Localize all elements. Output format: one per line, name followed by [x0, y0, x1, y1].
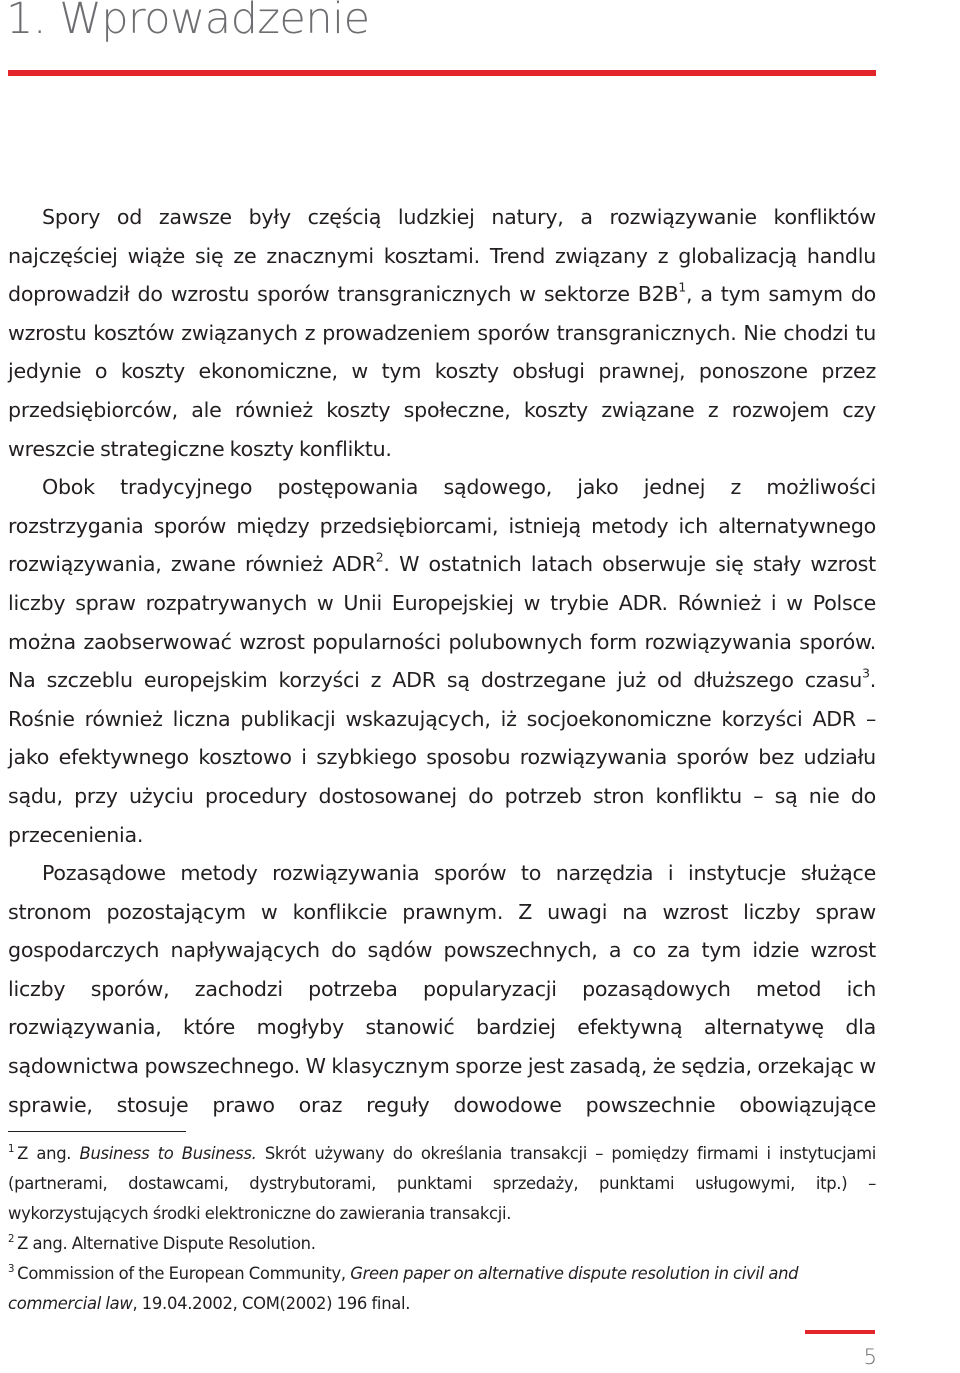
footnote-number: 3 [8, 1263, 15, 1275]
page-number: 5 [863, 1345, 877, 1369]
footnote-ref-3[interactable]: 3 [862, 666, 870, 681]
footnote-2: $^2$ Z ang. Alternative Dispute Resolution. [8, 1233, 316, 1253]
paragraph-1: Spory od zawsze były częścią ludzkiej natury, a rozwiązywanie konfliktów najczęściej wiąże się ze znacznymi kosztami. Trend związany z globalizacją handlu doprowadził do wzrostu sporów transgranicznych w sektorze B2B$^1$, a tym samym do wzrostu kosztów związanych z prowadzeniem sporów transgranicznych. Nie chodzi tu jedynie o koszty ekonomiczne, w tym koszty obsługi prawnej, ponoszone przez przedsiębiorców, ale również koszty społeczne, koszty związane z rozwojem czy wreszcie strategiczne koszty konfliktu. [8, 205, 876, 461]
footer-red-rule [805, 1330, 875, 1334]
footnote-ref-1[interactable]: 1 [678, 280, 687, 295]
footnote-separator [8, 1131, 186, 1132]
footnote-number: 2 [8, 1233, 15, 1245]
footnotes [8, 1139, 876, 1319]
footnote-number: 1 [8, 1143, 15, 1155]
paragraph-2: Obok tradycyjnego postępowania sądowego, jako jednej z możliwości rozstrzygania sporów między przedsiębiorcami, istnieją metody ich alternatywnego rozwiązywania, zwane również ADR$^2$. W ostatnich latach obserwuje się stały wzrost liczby spraw rozpatrywanych w Unii Europejskiej w trybie ADR. Również i w Polsce można zaobserwować wzrost popularności polubownych form rozwiązywania sporów. Na szczeblu europejskim korzyści z ADR są dostrzegane już od dłuższego czasu$^3$. Rośnie również liczna publikacji wskazujących, iż socjoekonomiczne korzyści ADR – jako efektywnego kosztowo i szybkiego sposobu rozwiązywania sporów bez udziału sądu, przy użyciu procedury dostosowanej do potrzeb stron konfliktu – są nie do przecenienia. [8, 475, 876, 847]
paragraph-3: Pozasądowe metody rozwiązywania sporów to narzędzia i instytucje służące stronom pozostającym w konflikcie prawnym. Z uwagi na wzrost liczby spraw gospodarczych napływających do sądów powszechnych, a co za tym idzie wzrost liczby sporów, zachodzi potrzeba popularyzacji pozasądowych metod ich rozwiązywania, które mogłyby stanowić bardziej efektywną alternatywę dla sądownictwa powszechnego. W klasycznym sporze jest zasadą, że sędzia, orzekając w sprawie, stosuje prawo oraz reguły dowodowe powszechnie obowiązujące [8, 861, 876, 1117]
main-text [8, 198, 876, 1124]
heading-red-rule [8, 70, 876, 76]
footnote-3: $^3$ Commission of the European Community, Green paper on alternative dispute resolution in civil and commercial law, 19.04.2002, COM(2002) 196 final. [8, 1263, 799, 1313]
page-heading: 1. Wprowadzenie [6, 0, 370, 44]
footnote-1: $^1$ Z ang. Business to Business. Skrót używany do określania transakcji – pomiędzy firmami i instytucjami (partnerami, dostawcami, dystrybutorami, punktami sprzedaży, punktami usługowymi, itp.) – wykorzystujących środki elektroniczne do zawierania transakcji. [8, 1143, 876, 1223]
footnote-ref-2[interactable]: 2 [375, 551, 384, 566]
